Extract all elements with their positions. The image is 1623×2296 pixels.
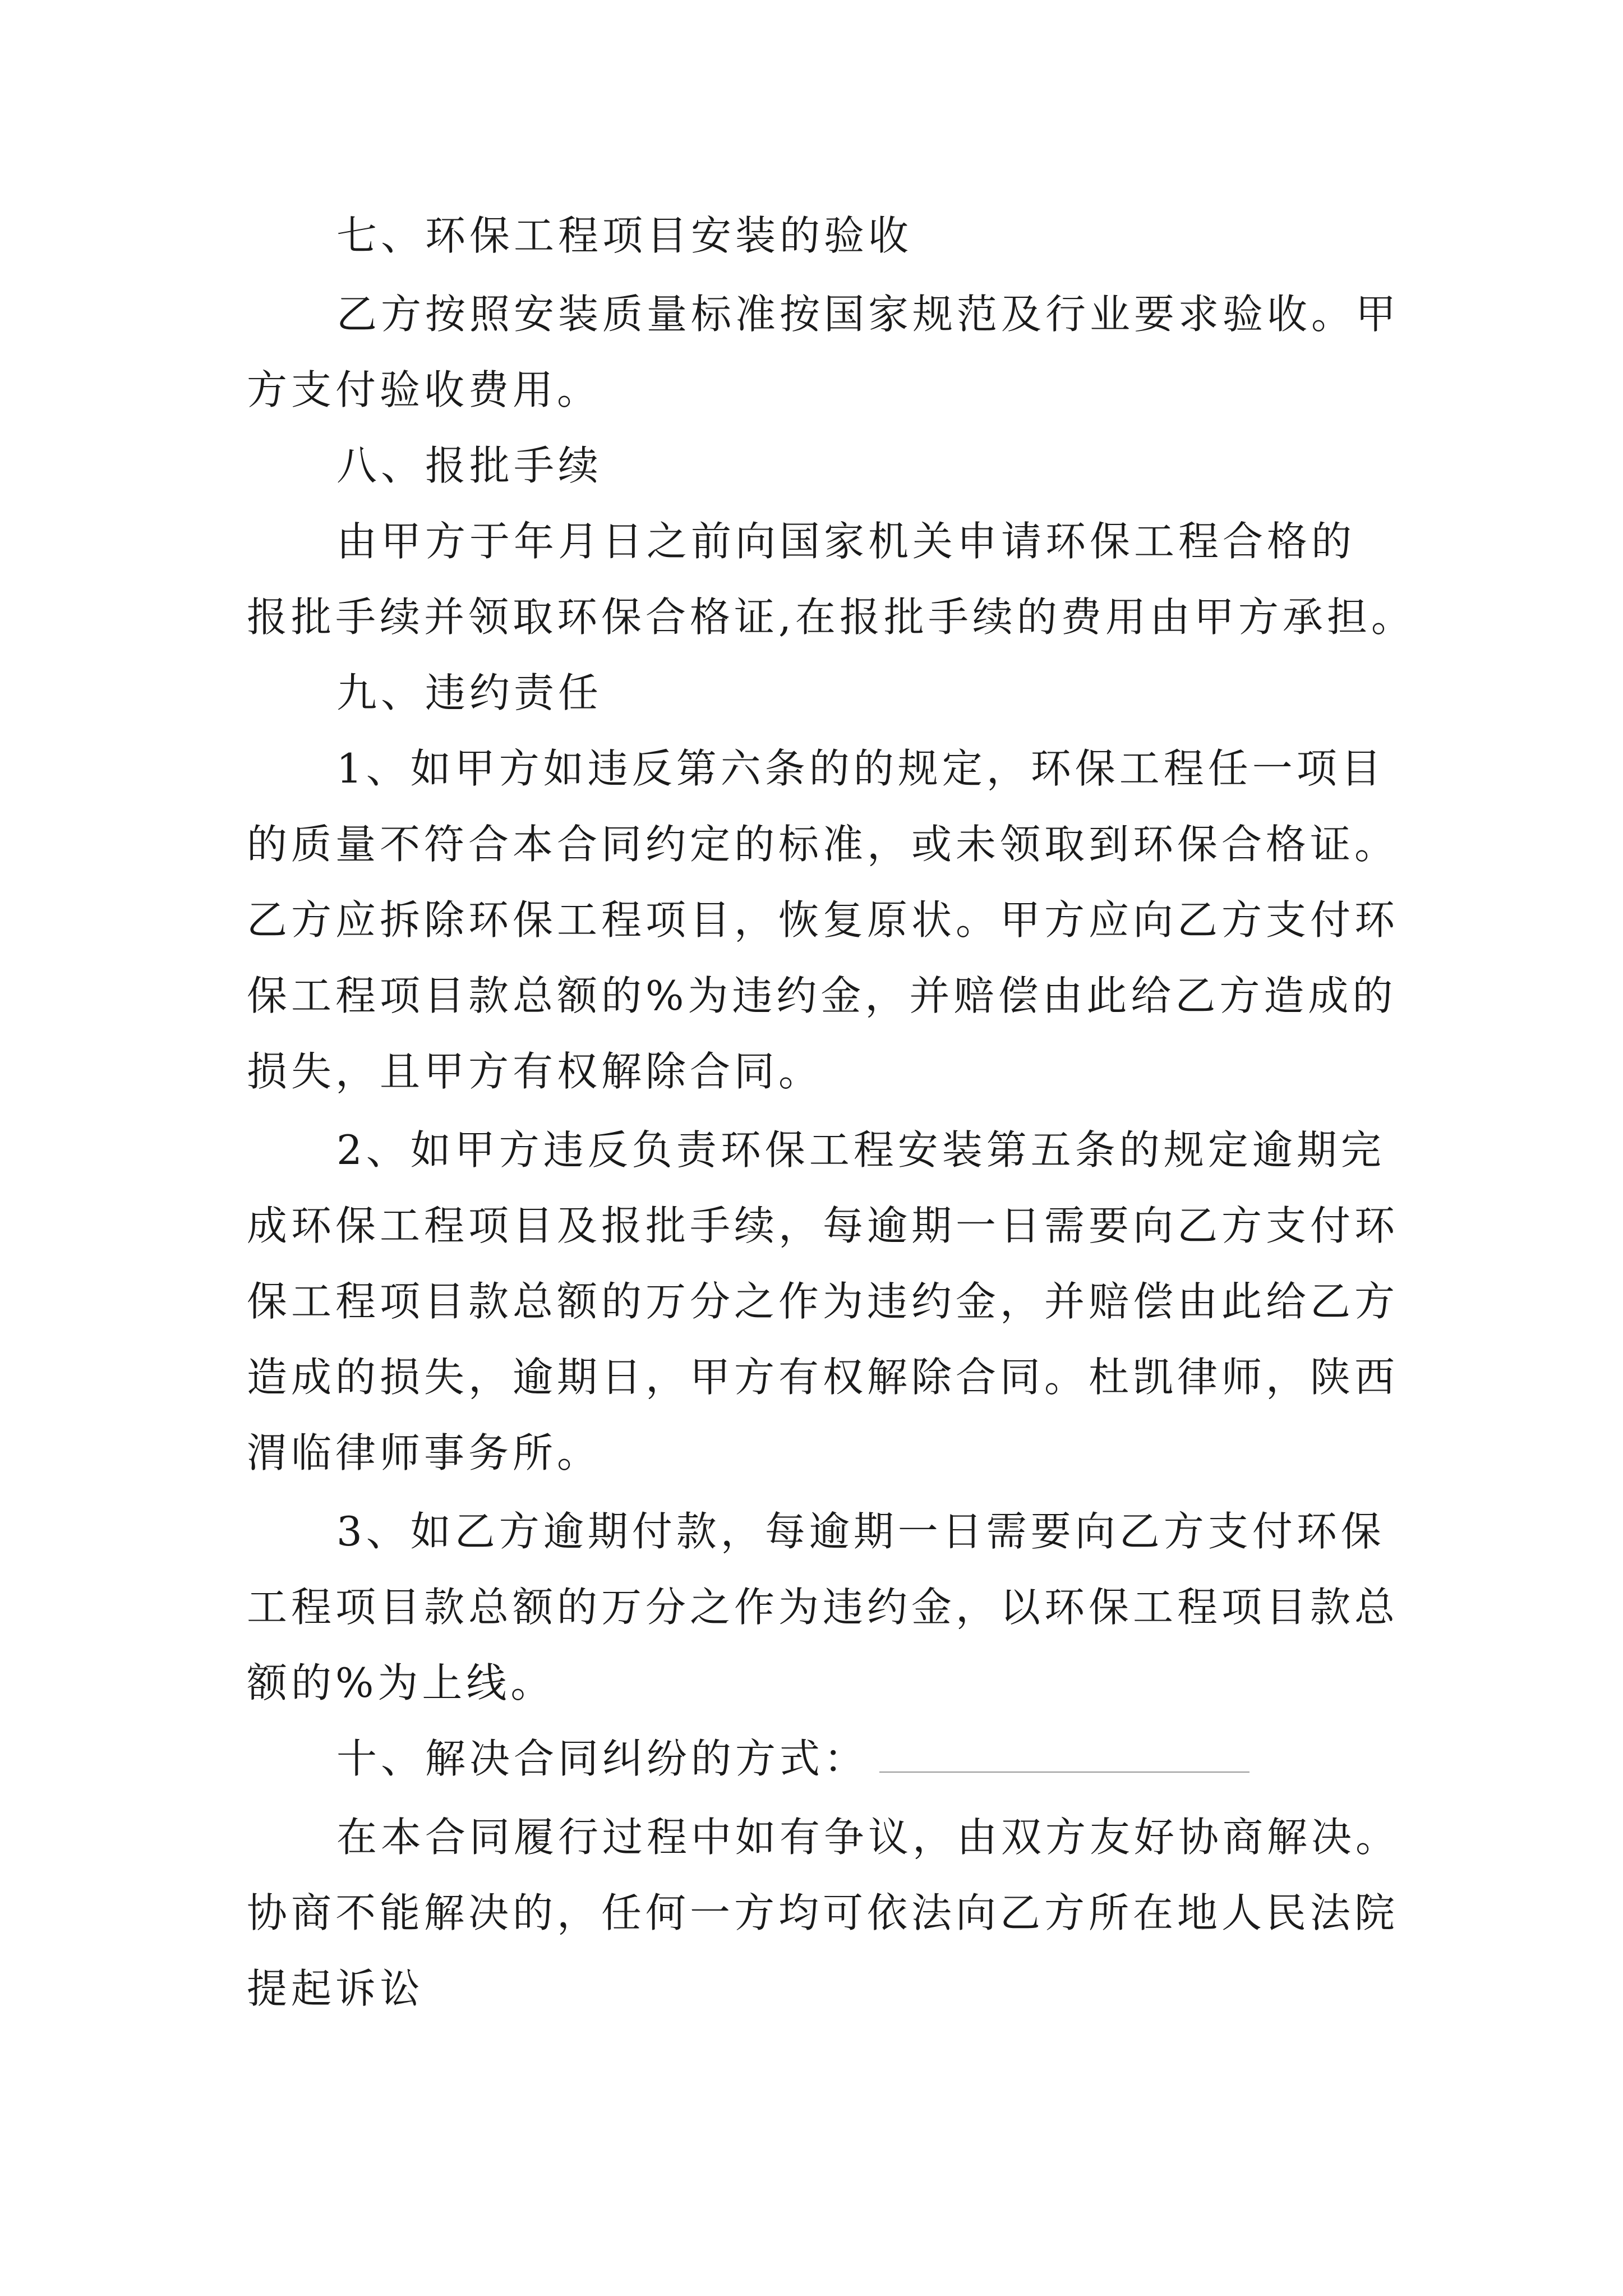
section-10-heading: 十、解决合同纠纷的方式： <box>336 1735 869 1782</box>
section-10-line-3: 提起诉讼 <box>247 1965 425 2012</box>
section-10-line-1: 在本合同履行过程中如有争议，由双方友好协商解决。 <box>336 1814 1400 1861</box>
section-8-line-1: 由甲方于年月日之前向国家机关申请环保工程合格的 <box>336 518 1356 565</box>
section-7-line-2: 方支付验收费用。 <box>247 366 602 413</box>
section-8-line-2: 报批手续并领取环保合格证,在报批手续的费用由甲方承担。 <box>247 593 1415 641</box>
clause-2-line-5: 渭临律师事务所。 <box>247 1429 602 1476</box>
section-7-heading: 七、环保工程项目安装的验收 <box>336 212 913 259</box>
clause-1-line-4: 保工程项目款总额的%为违约金，并赔偿由此给乙方造成的 <box>247 972 1397 1019</box>
section-9-heading: 九、违约责任 <box>336 669 603 716</box>
section-10-line-2: 协商不能解决的，任何一方均可依法向乙方所在地人民法院 <box>247 1889 1399 1936</box>
clause-3-line-1: 3、如乙方逾期付款，每逾期一日需要向乙方支付环保 <box>336 1508 1385 1555</box>
section-10-heading-row <box>336 1731 1249 1787</box>
clause-1-line-3: 乙方应拆除环保工程项目，恢复原状。甲方应向乙方支付环 <box>247 896 1399 944</box>
clause-2-line-4: 造成的损失，逾期日，甲方有权解除合同。杜凯律师，陕西 <box>247 1354 1399 1401</box>
clause-3-line-3: 额的%为上线。 <box>247 1659 555 1706</box>
section-7-line-1: 乙方按照安装质量标准按国家规范及行业要求验收。甲 <box>336 291 1400 338</box>
clause-1-line-5: 损失，且甲方有权解除合同。 <box>247 1048 823 1095</box>
clause-1-line-1: 1、如甲方如违反第六条的的规定，环保工程任一项目 <box>336 745 1385 792</box>
clause-3-line-2: 工程项目款总额的万分之作为违约金，以环保工程项目款总 <box>247 1584 1399 1631</box>
clause-2-line-1: 2、如甲方违反负责环保工程安装第五条的规定逾期完 <box>336 1126 1385 1174</box>
section-8-heading: 八、报批手续 <box>336 442 603 489</box>
dispute-method-blank <box>879 1738 1249 1773</box>
clause-1-line-2: 的质量不符合本合同约定的标准，或未领取到环保合格证。 <box>247 821 1399 868</box>
clause-2-line-2: 成环保工程项目及报批手续，每逾期一日需要向乙方支付环 <box>247 1202 1399 1249</box>
clause-2-line-3: 保工程项目款总额的万分之作为违约金，并赔偿由此给乙方 <box>247 1278 1399 1325</box>
